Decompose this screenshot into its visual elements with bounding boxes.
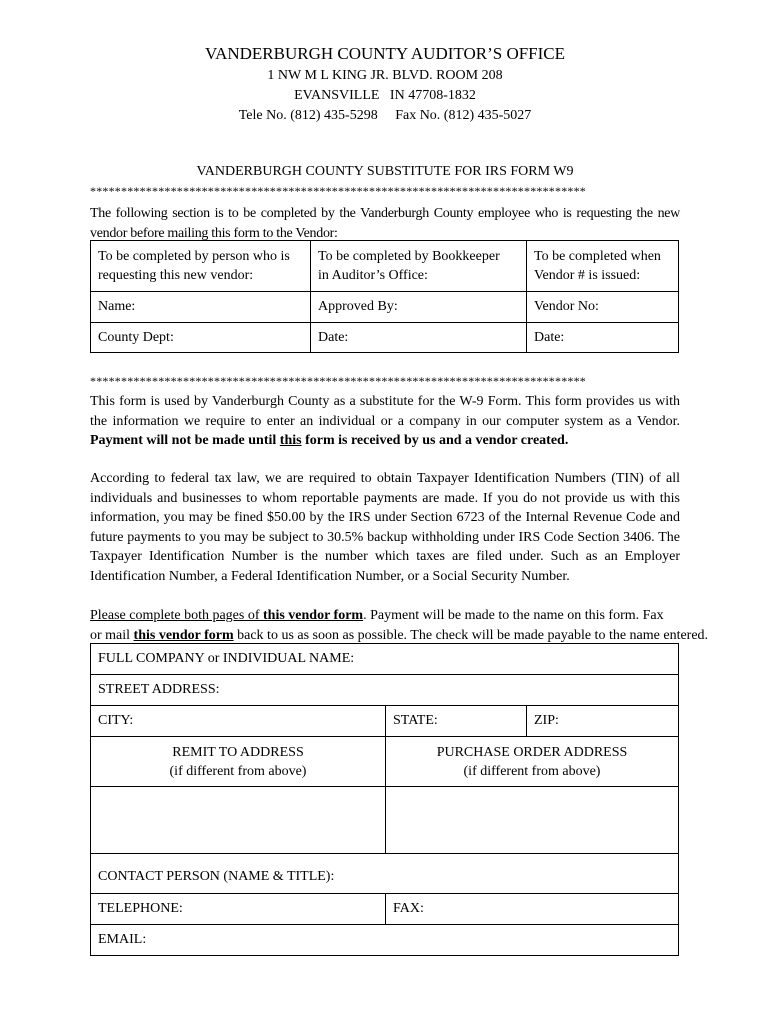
office-address-line1: 1 NW M L KING JR. BLVD. ROOM 208 [267, 68, 503, 83]
separator-bottom: ******************************************************************************** [90, 374, 586, 388]
vendor-info-table [90, 643, 679, 956]
form-title: VANDERBURGH COUNTY SUBSTITUTE FOR IRS FORM W9 [196, 164, 574, 179]
purchase-order-header [386, 737, 679, 787]
street-address-field[interactable]: STREET ADDRESS: [91, 675, 679, 706]
county-dept-field[interactable]: County Dept: [91, 323, 311, 353]
internal-table-row [91, 323, 679, 353]
header-vendor-issued-line2: Vendor # is issued: [534, 268, 641, 283]
remit-to-subtitle: (if different from above) [169, 763, 307, 779]
payment-notice [90, 433, 568, 448]
purpose-text: This form is used by Vanderburgh County as a substitute for the W-9 Form. This form provides us with the information we require to enter an individual or a company in our computer system as a Vendor. [90, 394, 680, 429]
purpose-paragraph [90, 392, 680, 451]
city-field[interactable]: CITY: [91, 706, 386, 737]
payment-notice-b: form is received by us and a vendor created. [301, 433, 569, 449]
state-field[interactable]: STATE: [386, 706, 527, 737]
header-vendor-issued [527, 241, 679, 292]
header-vendor-issued-line1: To be completed when [534, 249, 661, 264]
vendor-row [91, 737, 679, 787]
instructions-paragraph [90, 606, 750, 645]
header-requester [91, 241, 311, 292]
approved-by-field[interactable]: Approved By: [311, 292, 527, 323]
full-name-field[interactable]: FULL COMPANY or INDIVIDUAL NAME: [91, 644, 679, 675]
header-requester-line1: To be completed by person who is [98, 249, 290, 264]
vendor-row [91, 854, 679, 894]
header-bookkeeper [311, 241, 527, 292]
zip-field[interactable]: ZIP: [527, 706, 679, 737]
header-bookkeeper-line2: in Auditor’s Office: [318, 268, 428, 283]
internal-table-row [91, 292, 679, 323]
vendor-row [91, 894, 679, 925]
approval-date-field[interactable]: Date: [311, 323, 527, 353]
header-requester-line2: requesting this new vendor: [98, 268, 254, 283]
purchase-order-address-field[interactable] [386, 787, 679, 854]
tin-paragraph: According to federal tax law, we are required to obtain Taxpayer Identification Numbers (TIN) of all individuals and businesses to whom reportable payments are made. If you do not provide us with this information, you may be fined $50.00 by the IRS under Section 6723 of the Internal Revenue Code and future payments to you may be subject to 30.5% backup withholding under IRS Code Section 3406. The Taxpayer Identification Number is the number which taxes are filed under. Such as an Employer Identification Number, a Federal Identification Number, or a Social Security Number. [90, 471, 680, 584]
payment-notice-this: this [279, 433, 302, 449]
instructions-part3: . Payment will be made to the name on this form. Fax [363, 608, 664, 623]
email-field[interactable]: EMAIL: [91, 925, 679, 956]
vendor-row [91, 925, 679, 956]
payment-notice-a: Payment will not be made until [90, 433, 280, 449]
instructions-part1: Please complete both pages of [90, 608, 264, 623]
instructions-part6: back to us as soon as possible. The check will be made payable to the name entered. [233, 627, 709, 643]
header-bookkeeper-line1: To be completed by Bookkeeper [318, 249, 500, 264]
telephone-field[interactable]: TELEPHONE: [91, 894, 386, 925]
vendor-row [91, 787, 679, 854]
intro-text: The following section is to be completed by the Vanderburgh County employee who is requesting the new vendor before mailing this form to the Vendor: [90, 206, 680, 241]
contact-person-field[interactable]: CONTACT PERSON (NAME & TITLE): [91, 854, 679, 894]
purchase-order-title: PURCHASE ORDER ADDRESS [436, 744, 628, 760]
vendor-row [91, 706, 679, 737]
vendor-date-field[interactable]: Date: [527, 323, 679, 353]
name-field[interactable]: Name: [91, 292, 311, 323]
instructions-vendor-form-2: this vendor form [133, 627, 234, 643]
vendor-row [91, 644, 679, 675]
vendor-no-field[interactable]: Vendor No: [527, 292, 679, 323]
fax-field[interactable]: FAX: [386, 894, 679, 925]
vendor-row [91, 675, 679, 706]
internal-table-header-row [91, 241, 679, 292]
office-phone-fax: Tele No. (812) 435-5298 Fax No. (812) 435-5027 [238, 108, 532, 123]
purchase-order-subtitle: (if different from above) [463, 763, 601, 779]
separator-top: ******************************************************************************** [90, 184, 586, 198]
office-title: VANDERBURGH COUNTY AUDITOR’S OFFICE [204, 44, 566, 63]
remit-to-header [91, 737, 386, 787]
office-address-line2: EVANSVILLE IN 47708-1832 [294, 88, 476, 103]
remit-to-title: REMIT TO ADDRESS [172, 744, 304, 760]
internal-use-table [90, 240, 679, 353]
instructions-vendor-form-1: this vendor form [263, 608, 364, 623]
remit-to-address-field[interactable] [91, 787, 386, 854]
instructions-part4: or mail [90, 627, 134, 643]
